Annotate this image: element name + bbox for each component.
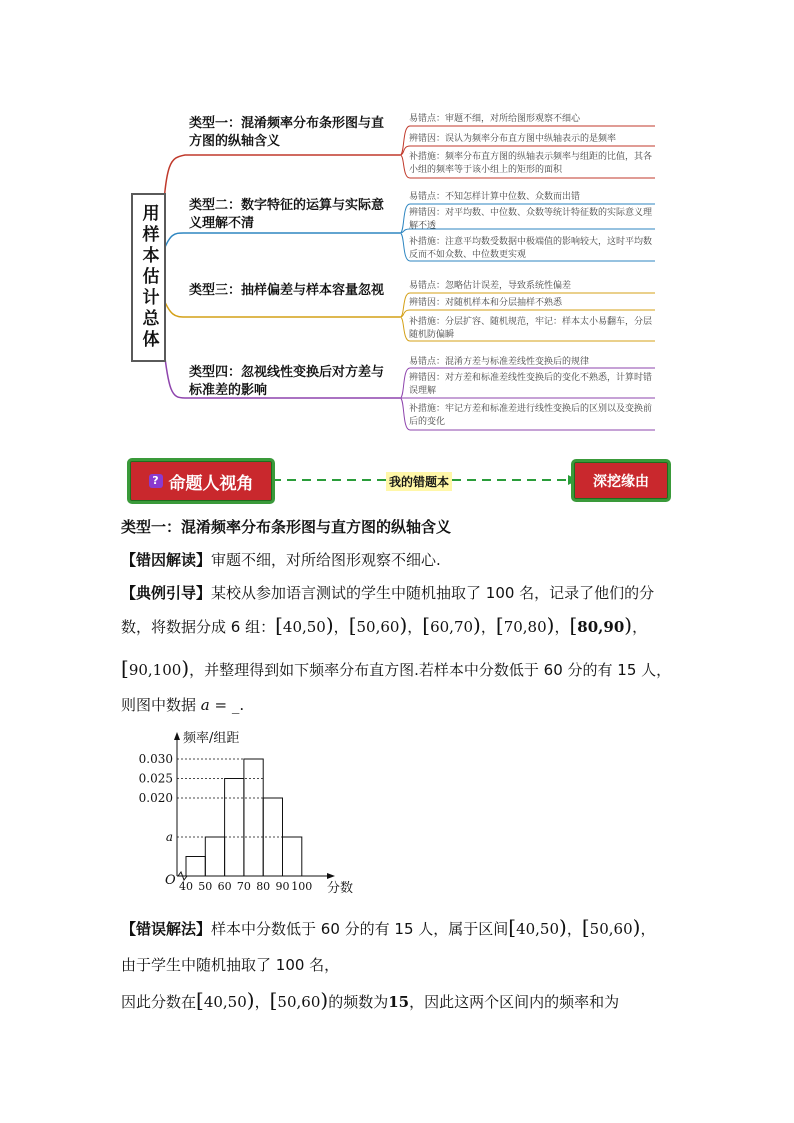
branch-2-title: 类型二：数字特征的运算与实际意义理解不清 [189, 198, 385, 231]
origin-label: O [165, 873, 176, 888]
example-text-3: ，并整理得到如下频率分布直方图.若样本中分数低于 60 分的有 15 人， [189, 661, 672, 679]
branch-2-note-2: 辨错因：对平均数、中位数、众数等统计特征数的实际意义理解不透 [409, 208, 653, 231]
x-tick-label: 70 [236, 880, 251, 893]
question-maker-badge [127, 458, 275, 504]
variable-a: a [200, 696, 210, 714]
error-read-tag: 【错因解读】 [121, 551, 212, 569]
error-read-text: 审题不细，对所给图形观察不细心. [211, 551, 441, 569]
interval-2: [50,60) [348, 613, 408, 637]
mindmap-root-label: 用样本估计总体 [138, 204, 159, 351]
branch-4-note-1: 易错点：混淆方差与标准差线性变换后的规律 [409, 357, 590, 367]
dig-reason-badge [571, 459, 671, 502]
y-tick-label: 0.025 [138, 771, 173, 786]
section-heading: 类型一：混淆频率分布条形图与直方图的纵轴含义 [121, 518, 452, 536]
example-tag: 【典例引导】 [121, 584, 212, 602]
wrong-text-1: 样本中分数低于 60 分的有 15 人，属于区间 [211, 920, 509, 938]
y-axis-arrow [174, 732, 180, 740]
branch-3-title: 类型三：抽样偏差与样本容量忽视 [189, 283, 385, 298]
branch-1-note-3: 补措施：频率分布直方图的纵轴表示频率与组距的比值，其各小组的频率等于该小组上的矩形的面积 [409, 152, 653, 175]
branch-2-note-3: 补措施：注意平均数受数据中极端值的影响较大，这时平均数反而不如众数、中位数更实观 [409, 237, 653, 260]
example-line-2: 数，将数据分成 6 组：[40,50)，[50,60)，[60,70)，[70,80)，[80,90)， [121, 613, 648, 637]
wrong-interval-4: [50,60) [269, 988, 329, 1012]
branch-3-note-1: 易错点：忽略估计误差，导致系统性偏差 [409, 281, 572, 291]
y-tick-label: 0.020 [138, 791, 173, 805]
wrong-line-1: 【错误解法】样本中分数低于 60 分的有 15 人，属于区间[40,50)，[50,60)， [121, 915, 656, 939]
x-tick-label: 100 [291, 880, 313, 893]
interval-4: [70,80) [495, 613, 555, 637]
branch-4-note-2: 辨错因：对方差和标准差线性变换后的变化不熟悉，计算时错误理解 [409, 373, 653, 396]
wrong-line-2: 由于学生中随机抽取了 100 名， [121, 956, 340, 974]
branch-1-note-2: 辨错因：误认为频率分布直方图中纵轴表示的是频率 [409, 134, 617, 144]
mindmap-lines [0, 0, 794, 450]
histogram-bar [205, 837, 224, 876]
interval-6: [90,100) [121, 656, 190, 680]
x-tick-label: 90 [275, 880, 290, 893]
question-icon: ? [149, 474, 163, 488]
histogram-chart [110, 728, 360, 898]
histogram-bar [283, 837, 302, 876]
branch-3-note-2: 辨错因：对随机样本和分层抽样不熟悉 [409, 298, 563, 308]
branch-3-note-3: 补措施：分层扩容、随机规范，牢记：样本太小易翻车，分层随机防偏瞬 [409, 317, 653, 340]
x-axis-label: 分数 [327, 881, 354, 896]
x-tick-label: 50 [198, 880, 213, 893]
wrong-interval-1: [40,50) [508, 915, 567, 939]
x-tick-label: 60 [217, 880, 232, 893]
wrong-count: 15 [388, 993, 410, 1011]
badge-right-label: 深挖缘由 [593, 473, 649, 490]
histogram-bar [225, 779, 244, 877]
y-tick-label: 0.030 [138, 752, 173, 766]
example-line-3 [121, 658, 671, 680]
error-read-paragraph [121, 550, 441, 570]
wrong-tag: 【错误解法】 [121, 920, 212, 938]
example-text-1: 某校从参加语言测试的学生中随机抽取了 100 名，记录了他们的分 [211, 584, 655, 602]
wrong-text-3c: ，因此这两个区间内的频率和为 [409, 993, 620, 1011]
mindmap-root [131, 193, 166, 362]
branch-4-note-3: 补措施：牢记方差和标准差进行线性变换后的区别以及变换前后的变化 [409, 404, 653, 427]
x-tick-label: 80 [256, 880, 271, 893]
badge-left-label: 命题人视角 [168, 473, 254, 494]
interval-3: [60,70) [422, 613, 481, 637]
wrong-text-3: 因此分数在 [121, 993, 197, 1011]
x-tick-label: 40 [179, 880, 193, 893]
x-axis-arrow [327, 873, 335, 879]
branch-1-note-1: 易错点：审题不细，对所给图形观察不细心 [409, 114, 581, 124]
y-tick-label: a [165, 830, 173, 844]
branch-1-title: 类型一：混淆频率分布条形图与直方图的纵轴含义 [189, 116, 385, 149]
y-axis-label: 频率/组距 [183, 731, 240, 746]
histogram-bar [244, 759, 263, 876]
wrong-interval-2: [50,60) [581, 915, 641, 939]
wrong-interval-3: [40,50) [196, 988, 255, 1012]
banner-center-label: 我的错题本 [386, 472, 452, 491]
example-eq: = _. [209, 696, 245, 714]
interval-5: [80,90) [569, 613, 633, 637]
example-line-1 [121, 583, 654, 603]
example-text-2: 数，将数据分成 6 组： [121, 618, 276, 636]
branch-4-title: 类型四：忽视线性变换后对方差与标准差的影响 [189, 365, 385, 398]
wrong-text-3b: 的频数为 [328, 993, 389, 1011]
example-text-4: 则图中数据 [121, 696, 197, 714]
example-line-4 [121, 695, 244, 715]
branch-2-note-1: 易错点：不知怎样计算中位数、众数而出错 [409, 192, 581, 202]
interval-1: [40,50) [275, 613, 334, 637]
histogram-bar [186, 857, 205, 877]
wrong-line-3: 因此分数在[40,50)，[50,60)的频数为15，因此这两个区间内的频率和为 [121, 988, 620, 1012]
